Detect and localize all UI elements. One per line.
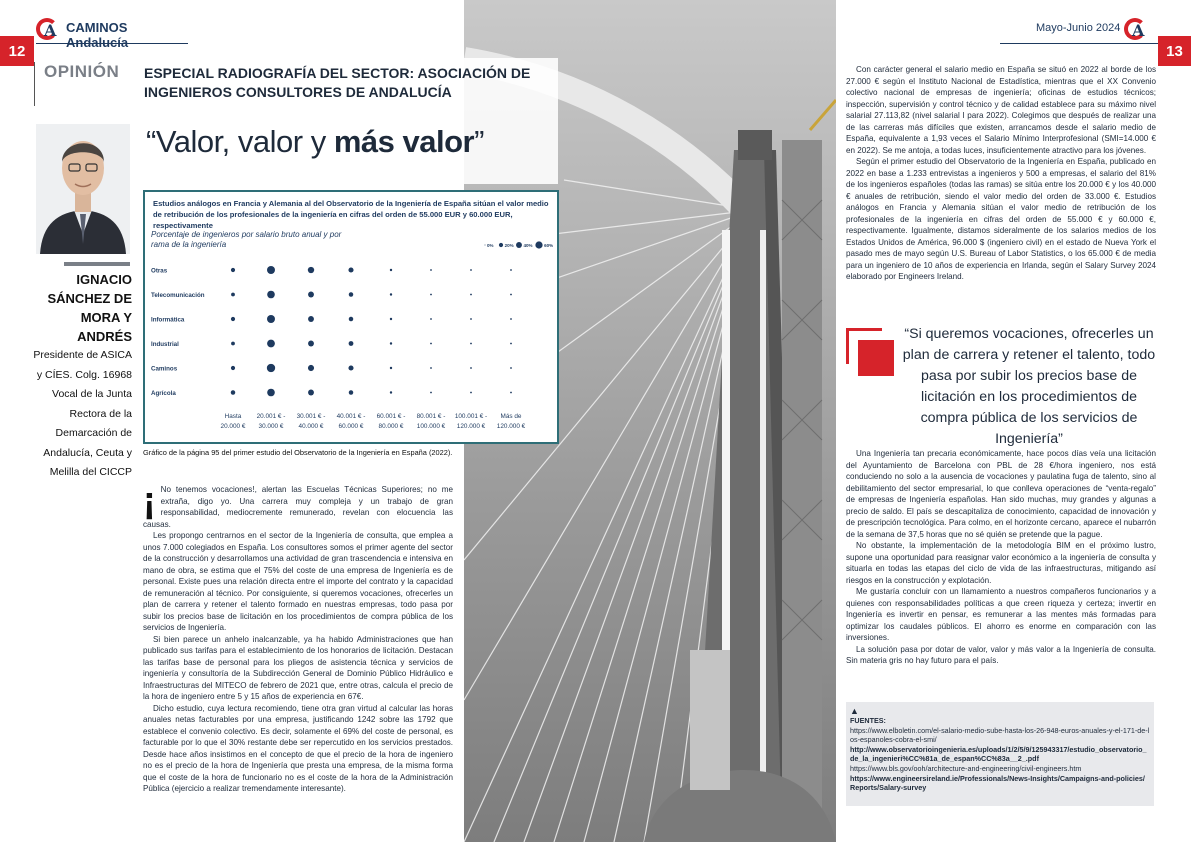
- row-label: Telecomunicación: [151, 292, 205, 299]
- body-column-left: [143, 480, 453, 795]
- paragraph: Con carácter general el salario medio en España se situó en 2022 al borde de los 27.000 € según el Instituto Nacional de Estadística, mientras que el XX Convenio colectivo nacional de empresas de ingeniería; oficinas de estudios técnicos; inspección, supervisión y control técnico y de calidad establece para su máximo nivel salarial 27.113,82 (nivel salarial I para 2022). Colegimos que después de realizar una de las carreras más difíciles que existen, arrancamos desde el salario medio de España, equivalente a 1,93 veces el Salario Mínimo Interprofesional (SMI=14.000 € en 2022). Se me antoja, a todas luces, insuficientemente atractivo para los jóvenes.: [846, 65, 1156, 155]
- legend-bubble: [516, 242, 522, 248]
- body-column-right-top: [846, 64, 1156, 283]
- data-bubble: [430, 367, 432, 369]
- x-tick-label: 30.000 €: [258, 423, 284, 430]
- data-bubble: [231, 342, 235, 346]
- paragraph: No obstante, la implementación de la metodología BIM en el próximo lustro, supone una oportunidad para reasignar valor económico a la ingeniería de consulta y situarla en todas las etapas del ciclo de vida de las infraestructuras, mitigando así riesgos en la construcción y explotación.: [846, 541, 1156, 585]
- x-tick-label: 40.001 € -: [336, 413, 366, 420]
- data-bubble: [267, 266, 275, 274]
- data-bubble: [470, 294, 472, 296]
- body-column-right-bottom: [846, 448, 1156, 667]
- data-bubble: [510, 392, 512, 394]
- author-name: IGNACIO SÁNCHEZ DE MORA Y ANDRÉS: [47, 272, 132, 344]
- data-bubble: [267, 315, 275, 323]
- x-tick-label: 120.000 €: [456, 423, 486, 430]
- x-tick-label: 20.000 €: [220, 423, 246, 430]
- x-tick-label: 80.001 € -: [416, 413, 446, 420]
- legend-bubble: [535, 241, 542, 248]
- source-link[interactable]: https://www.bls.gov/ooh/architecture-and-engineering/civil-engineers.htm: [850, 763, 1082, 773]
- paragraph: Les propongo centrarnos en el sector de la Ingeniería de consulta, que emplea a unos 7.000 colegiados en España. Los consultores somos el primer agente del sector de la construcción y desarrollamos una actividad de gran trascendencia e intensiva en mano de obra, se estima que el 75% del coste de una empresa de Ingeniería es de personal. Existe pues una relación directa entre el importe del contrato y la capacidad de remuneración al técnico. Por consiguiente, si queremos vocaciones, ofrecerles un plan de carrera y retener el talento formado en nuestras empresas, todo pasa por subir los precios base de licitación en los procedimientos de compra pública de los servicios de Ingeniería.: [143, 531, 453, 632]
- legend-label: 40%: [523, 243, 533, 248]
- x-tick-label: 60.001 € -: [376, 413, 406, 420]
- data-bubble: [267, 291, 275, 299]
- caminos-logo-icon: A: [36, 16, 62, 42]
- x-tick-label: 80.000 €: [378, 423, 404, 430]
- data-bubble: [308, 267, 314, 273]
- data-bubble: [510, 294, 512, 296]
- page-number-right: 13: [1158, 36, 1191, 66]
- x-tick-label: 20.001 € -: [256, 413, 286, 420]
- data-bubble: [308, 341, 314, 347]
- data-bubble: [231, 293, 235, 297]
- data-bubble: [510, 269, 512, 271]
- quote-mark-icon: [858, 340, 894, 376]
- data-bubble: [267, 389, 275, 397]
- data-bubble: [390, 342, 392, 344]
- data-bubble: [510, 367, 512, 369]
- data-bubble: [390, 293, 392, 295]
- x-tick-label: 30.001 € -: [296, 413, 326, 420]
- data-bubble: [510, 343, 512, 345]
- x-tick-label: 100.000 €: [416, 423, 446, 430]
- data-bubble: [390, 367, 392, 369]
- data-bubble: [231, 317, 235, 321]
- chart-plot: [145, 192, 557, 442]
- data-bubble: [348, 267, 353, 272]
- data-bubble: [510, 318, 512, 320]
- row-label: Informática: [151, 316, 185, 324]
- data-bubble: [349, 292, 353, 296]
- row-label: Caminos: [151, 365, 178, 373]
- legend-label: 60%: [544, 243, 554, 248]
- article-subhead: ESPECIAL RADIOGRAFÍA DEL SECTOR: ASOCIACIÓN DE INGENIEROS CONSULTORES DE ANDALUCÍA: [144, 65, 531, 100]
- headline-part: ”: [474, 124, 484, 159]
- page-number-left: 12: [0, 36, 34, 66]
- data-bubble: [430, 294, 432, 296]
- data-bubble: [349, 317, 353, 321]
- legend-bubble: [499, 243, 503, 247]
- x-tick-label: 60.000 €: [338, 423, 364, 430]
- data-bubble: [470, 392, 472, 394]
- data-bubble: [470, 269, 472, 271]
- legend-bubble: [485, 245, 486, 246]
- paragraph: Una Ingeniería tan precaria económicamente, hace pocos días veía una licitación del Ayuntamiento de Barcelona con PBL de 28 €/hora ingeniero, nos está conduciendo no solo a la ausencia de vocaciones y paulatina fuga de talento, sino al debilitamiento del sector empresarial, lo que conlleva operaciones de “venta-regalo” de empresas de Ingeniería españolas. Han sido muchas, muy grandes y algunas a precio de saldo. El país se descapitaliza de conocimiento, capacidad de innovación y de prescripción tecnológica. Para colmo, en el horizonte cercano, aparece el nubarrón de la semana de 37,5 horas que no sé quién se pretende que la pague.: [846, 449, 1156, 539]
- sources-label: FUENTES:: [850, 716, 886, 725]
- source-link[interactable]: http://www.observatorioingenieria.es/uploads/1/2/5/9/125943317/estudio_observatorio_de_la_ingenieri%CC%81a_de_espan%CC%83a__2_.pdf: [850, 744, 1147, 764]
- data-bubble: [267, 364, 275, 372]
- legend-label: 0%: [486, 243, 494, 248]
- data-bubble: [430, 269, 432, 271]
- salary-chart: [143, 190, 559, 444]
- paragraph-text: No tenemos vocaciones!, alertan las Escuelas Técnicas Superiores; no me extraña, digo yo. Una carrera muy compleja y un trabajo de gran responsabilidad, mediocremente remunerado, revelan con elocuencia las causas.: [143, 485, 453, 529]
- data-bubble: [231, 366, 235, 370]
- divider: [34, 62, 35, 106]
- x-tick-label: 100.001 € -: [454, 413, 488, 420]
- data-bubble: [470, 367, 472, 369]
- data-bubble: [267, 340, 275, 348]
- chart-subtitle: Porcentaje de ingenieros por salario bruto anual y por rama de la ingeniería: [151, 230, 342, 249]
- headline-part: “Valor, valor y: [146, 124, 334, 159]
- data-bubble: [430, 343, 432, 345]
- paragraph: La solución pasa por dotar de valor, valor y más valor a la Ingeniería de consulta. Sin materia gris no hay futuro para el país.: [846, 644, 1156, 665]
- data-bubble: [349, 341, 354, 346]
- data-bubble: [470, 318, 472, 320]
- author-divider: [64, 262, 130, 266]
- header-left: [36, 14, 188, 50]
- triangle-icon: ▲: [850, 706, 859, 716]
- data-bubble: [308, 316, 314, 322]
- data-bubble: [470, 343, 472, 345]
- data-bubble: [390, 318, 392, 320]
- chart-caption: Gráfico de la página 95 del primer estudio del Observatorio de la Ingeniería en España (2022).: [143, 448, 453, 457]
- data-bubble: [348, 365, 353, 370]
- x-tick-label: 40.000 €: [298, 423, 324, 430]
- row-label: Industrial: [151, 341, 179, 348]
- data-bubble: [231, 390, 235, 394]
- data-bubble: [390, 269, 392, 271]
- pull-quote: “Si queremos vocaciones, ofrecerles un plan de carrera y retener el talento, todo pasa por subir los precios base de licitación en los procedimientos de compra pública de los servicios de Ingeniería”: [902, 326, 1156, 447]
- legend-label: 20%: [504, 243, 514, 248]
- author-portrait: [36, 124, 130, 254]
- dropcap: ¡: [143, 480, 156, 522]
- magazine-title: CAMINOS Andalucía: [66, 20, 129, 50]
- data-bubble: [430, 392, 432, 394]
- caminos-logo-icon: A: [1124, 16, 1150, 42]
- source-link[interactable]: https://www.elboletin.com/el-salario-medio-sube-hasta-los-26-948-euros-anuales-y-el-171-de-los-espanoles-cobra-el-smi/: [850, 725, 1150, 745]
- data-bubble: [308, 365, 314, 371]
- row-label: Otras: [151, 267, 168, 275]
- data-bubble: [390, 391, 392, 393]
- paragraph: Si bien parece un anhelo inalcanzable, ya ha habido Administraciones que han publicado sus tarifas para el establecimiento de los honorarios de licitación. Destacan las tarifas base de personal para los pliegos de asistencia técnica y servicios de ingeniería y consultoría de la Subdirección General de Dominio Público Hidráulico e Infraestructuras del MITECO de febrero de 2021 que, entre otras, calcula el precio de la hora de ingeniero entre 5 y 15 años de experiencia en 67€.: [143, 634, 453, 701]
- paragraph: Dicho estudio, cuya lectura recomiendo, tiene otra gran virtud al calcular las horas anuales netas facturables por una empresa, justificando 1242 sobre las 1792 que establece el convenio colectivo. Es decir, solamente el 69% del coste de personal, es facturable por lo que el 30% restante debe ser repercutido en los servicios prestados. Desde hace años insistimos en el concepto de que el precio de la hora de ingeniero no es el precio de la hora de Ingeniería que presta una empresa, de la misma forma que el coste de la hora de funcionario no es el coste de la hora de la Administración Pública (ejercicio a realizar tremendamente interesante).: [143, 703, 453, 793]
- x-tick-label: Hasta: [224, 413, 242, 420]
- paragraph: Según el primer estudio del Observatorio de la Ingeniería en España, publicado en 2022 en base a 1.233 entrevistas a ingenieros y 500 a empresas, el salario del 81% de los ingenieros españoles (todas las ramas) se sitúa entre los 20.000 € y los 40.000 € anuales de retribución, siendo el valor medio del orden de 33.000 €. Estudios análogos en Francia y Alemania sitúan el valor medio de retribución de los profesionales de la ingeniería en cifras del orden de 55.000 € y 60.000 €, respectivamente. Igualmente, distamos sideralmente de los salarios medios de los Estados Unidos de América, 96.000 $ (ingeniero civil) en el estado de Nueva York el pasado mes de mayo según U.S. Bureau of Labor Statistics, o los 65.000 € de media para un ingeniero de 10 años de experiencia en Irlanda, según el Salary Survey 2024 elaborado por Engineers Ireland.: [846, 157, 1156, 281]
- x-tick-label: 120.000 €: [496, 423, 526, 430]
- author-role: Presidente de ASICA y CÍES. Colg. 16968 Vocal de la Junta Rectora de la Demarcación de Andalucía, Ceuta y Melilla del CICCP: [33, 349, 132, 478]
- row-label: Agrícola: [151, 390, 176, 397]
- headline-bold: más valor: [333, 124, 475, 159]
- paragraph: Me gustaría concluir con un llamamiento a nuestros compañeros funcionarios y a quienes con responsabilidades políticas a que creen riqueza y certeza; invertir en Ingeniería es invertir en pensar, es remunerar a las mentes más formadas para optimizar los caudales públicos. El ahorro es enorme en comparación con las inversiones.: [846, 587, 1156, 642]
- data-bubble: [349, 390, 353, 394]
- paragraph: [143, 480, 453, 530]
- x-tick-label: Más de: [500, 413, 522, 420]
- article-headline: [146, 124, 484, 160]
- data-bubble: [308, 292, 314, 298]
- header-right: [1000, 14, 1158, 44]
- data-bubble: [231, 268, 235, 272]
- data-bubble: [308, 390, 314, 396]
- sources-box: [846, 702, 1154, 806]
- data-bubble: [430, 318, 432, 320]
- source-link[interactable]: https://www.engineersireland.ie/Professionals/News-Insights/Campaigns-and-policies/Reports/Salary-survey: [850, 773, 1145, 793]
- section-label: OPINIÓN: [44, 62, 120, 81]
- chart-title: Estudios análogos en Francia y Alemania al del Observatorio de la Ingeniería de España sitúan el valor medio de retribución de los profesionales de la ingeniería en cifras del orden de 55.000 EUR y 60.000 EUR, respectivamente: [153, 199, 549, 230]
- issue-date: Mayo-Junio 2024: [1036, 22, 1121, 34]
